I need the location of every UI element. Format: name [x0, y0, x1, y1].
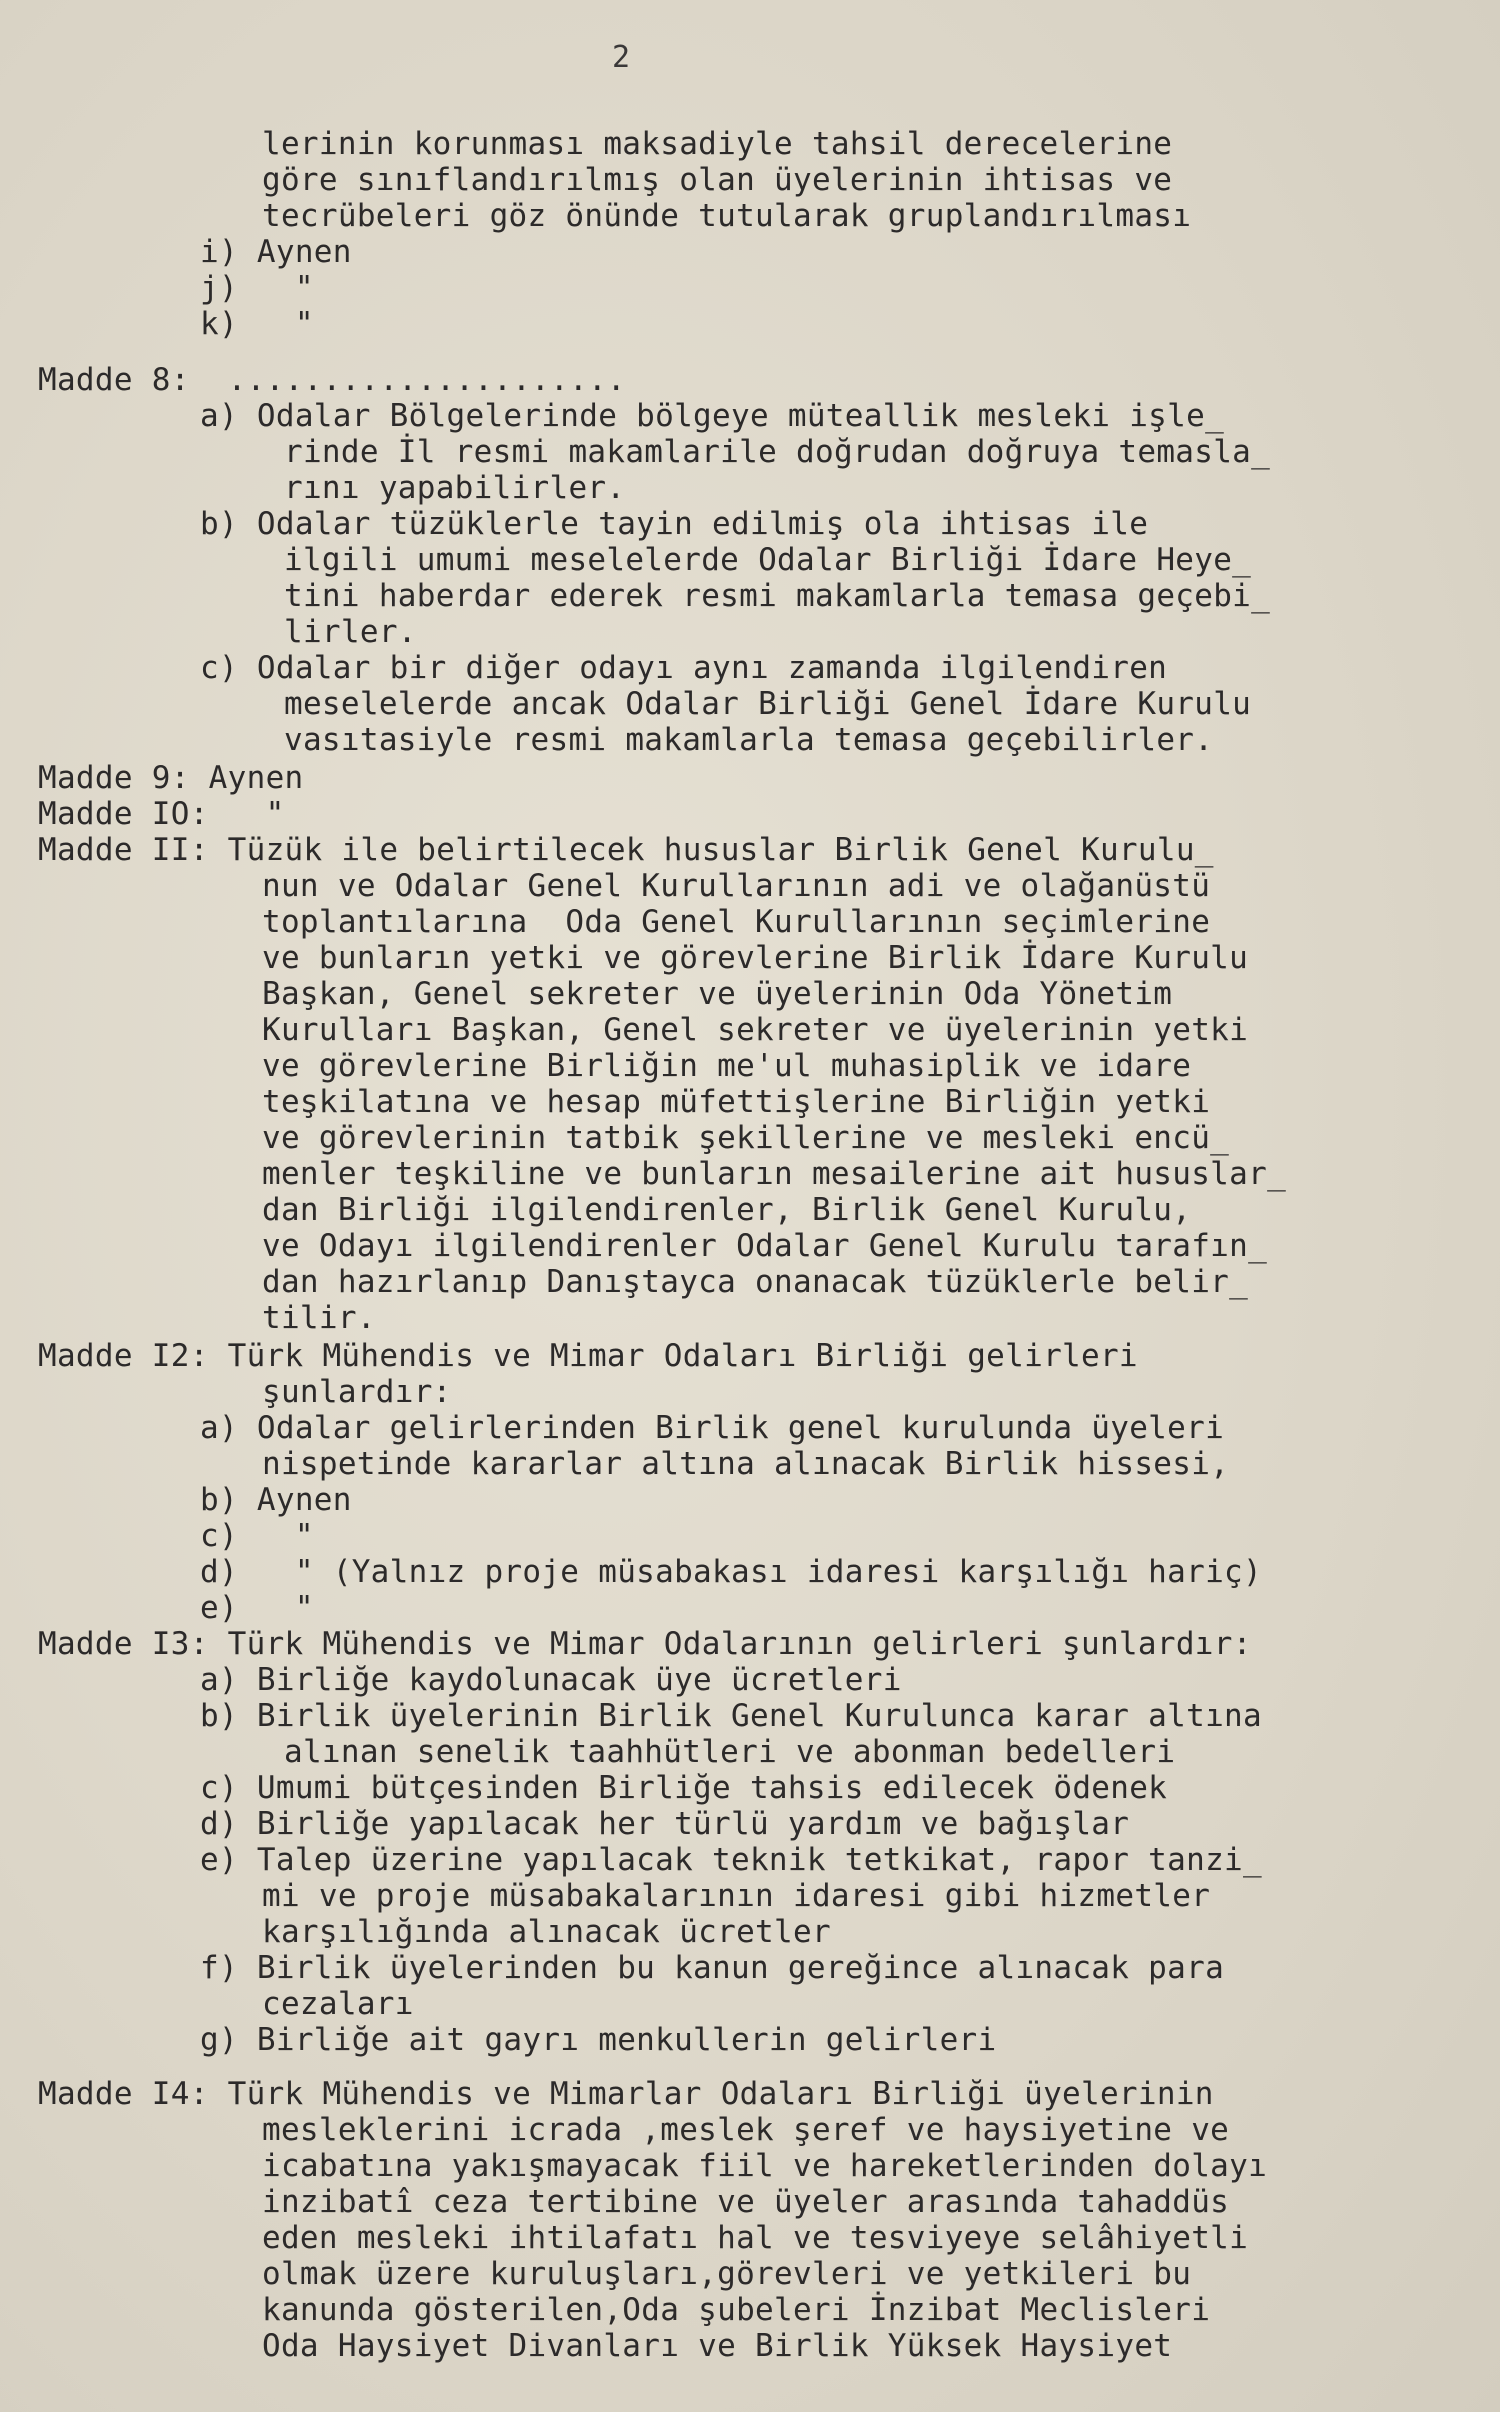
text-line: dan hazırlanıp Danıştayca onanacak tüzüklerle belir_ — [262, 1264, 1249, 1300]
text-line: Madde IO: " — [38, 796, 285, 832]
text-line: g) Birliğe ait gayrı menkullerin gelirleri — [200, 2022, 997, 2058]
text-line: c) Umumi bütçesinden Birliğe tahsis edilecek ödenek — [200, 1770, 1168, 1806]
text-line: göre sınıflandırılmış olan üyelerinin ihtisas ve — [262, 162, 1173, 198]
text-line: f) Birlik üyelerinden bu kanun gereğince alınacak para — [200, 1950, 1225, 1986]
text-line: nun ve Odalar Genel Kurullarının adi ve olağanüstü — [262, 868, 1211, 904]
text-line: c) Odalar bir diğer odayı aynı zamanda ilgilendiren — [200, 650, 1168, 686]
text-line: Madde II: Tüzük ile belirtilecek hususlar Birlik Genel Kurulu_ — [38, 832, 1214, 868]
text-line: lerinin korunması maksadiyle tahsil derecelerine — [262, 126, 1173, 162]
text-line: Madde I2: Türk Mühendis ve Mimar Odaları Birliği gelirleri — [38, 1338, 1138, 1374]
text-line: rını yapabilirler. — [284, 470, 626, 506]
text-line: toplantılarına Oda Genel Kurullarının seçimlerine — [262, 904, 1211, 940]
text-line: meselelerde ancak Odalar Birliği Genel İdare Kurulu — [284, 686, 1252, 722]
text-line: c) " — [200, 1518, 314, 1554]
text-line: nispetinde kararlar altına alınacak Birlik hissesi, — [262, 1446, 1230, 1482]
text-line: tini haberdar ederek resmi makamlarla temasa geçebi_ — [284, 578, 1271, 614]
text-line: dan Birliği ilgilendirenler, Birlik Genel Kurulu, — [262, 1192, 1192, 1228]
text-line: a) Odalar Bölgelerinde bölgeye müteallik mesleki işle_ — [200, 398, 1225, 434]
text-line: ve görevlerinin tatbik şekillerine ve mesleki encü_ — [262, 1120, 1230, 1156]
text-line: olmak üzere kuruluşları,görevleri ve yetkileri bu — [262, 2256, 1192, 2292]
text-line: Oda Haysiyet Divanları ve Birlik Yüksek Haysiyet — [262, 2328, 1173, 2364]
text-line: b) Aynen — [200, 1482, 352, 1518]
text-line: a) Odalar gelirlerinden Birlik genel kurulunda üyeleri — [200, 1410, 1225, 1446]
text-line: e) " — [200, 1590, 314, 1626]
text-line: a) Birliğe kaydolunacak üye ücretleri — [200, 1662, 902, 1698]
text-line: ve bunların yetki ve görevlerine Birlik İdare Kurulu — [262, 940, 1249, 976]
text-line: d) Birliğe yapılacak her türlü yardım ve bağışlar — [200, 1806, 1130, 1842]
text-line: b) Birlik üyelerinin Birlik Genel Kurulunca karar altına — [200, 1698, 1262, 1734]
text-line: menler teşkiline ve bunların mesailerine ait hususlar_ — [262, 1156, 1287, 1192]
text-line: k) " — [200, 306, 314, 342]
text-line: eden mesleki ihtilafatı hal ve tesviyeye selâhiyetli — [262, 2220, 1249, 2256]
text-line: d) " (Yalnız proje müsabakası idaresi karşılığı hariç) — [200, 1554, 1262, 1590]
text-line: Başkan, Genel sekreter ve üyelerinin Oda Yönetim — [262, 976, 1173, 1012]
text-line: Kurulları Başkan, Genel sekreter ve üyelerinin yetki — [262, 1012, 1249, 1048]
text-line: cezaları — [262, 1986, 414, 2022]
page-number: 2 — [612, 40, 631, 75]
text-line: ve Odayı ilgilendirenler Odalar Genel Kurulu tarafın_ — [262, 1228, 1268, 1264]
text-line: ilgili umumi meselelerde Odalar Birliği İdare Heye_ — [284, 542, 1252, 578]
text-line: mi ve proje müsabakalarının idaresi gibi hizmetler — [262, 1878, 1211, 1914]
text-line: b) Odalar tüzüklerle tayin edilmiş ola ihtisas ile — [200, 506, 1149, 542]
text-line: inzibatî ceza tertibine ve üyeler arasında tahaddüs — [262, 2184, 1230, 2220]
text-line: şunlardır: — [262, 1374, 452, 1410]
text-line: rinde İl resmi makamlarile doğrudan doğruya temasla_ — [284, 434, 1271, 470]
text-line: lirler. — [284, 614, 417, 650]
text-line: kanunda gösterilen,Oda şubeleri İnzibat Meclisleri — [262, 2292, 1211, 2328]
text-line: vasıtasiyle resmi makamlarla temasa geçebilirler. — [284, 722, 1214, 758]
text-line: alınan senelik taahhütleri ve abonman bedelleri — [284, 1734, 1176, 1770]
text-line: tecrübeleri göz önünde tutularak gruplandırılması — [262, 198, 1192, 234]
text-line: mesleklerini icrada ,meslek şeref ve haysiyetine ve — [262, 2112, 1230, 2148]
text-line: e) Talep üzerine yapılacak teknik tetkikat, rapor tanzi_ — [200, 1842, 1262, 1878]
text-line: karşılığında alınacak ücretler — [262, 1914, 831, 1950]
text-line: Madde I3: Türk Mühendis ve Mimar Odalarının gelirleri şunlardır: — [38, 1626, 1252, 1662]
text-line: j) " — [200, 270, 314, 306]
text-line: icabatına yakışmayacak fiil ve hareketlerinden dolayı — [262, 2148, 1268, 2184]
text-line: teşkilatına ve hesap müfettişlerine Birliğin yetki — [262, 1084, 1211, 1120]
text-line: ve görevlerine Birliğin me'ul muhasiplik ve idare — [262, 1048, 1192, 1084]
text-line: Madde 8: ..................... — [38, 362, 626, 398]
text-line: i) Aynen — [200, 234, 352, 270]
text-line: tilir. — [262, 1300, 376, 1336]
text-line: Madde I4: Türk Mühendis ve Mimarlar Odaları Birliği üyelerinin — [38, 2076, 1214, 2112]
text-line: Madde 9: Aynen — [38, 760, 304, 796]
